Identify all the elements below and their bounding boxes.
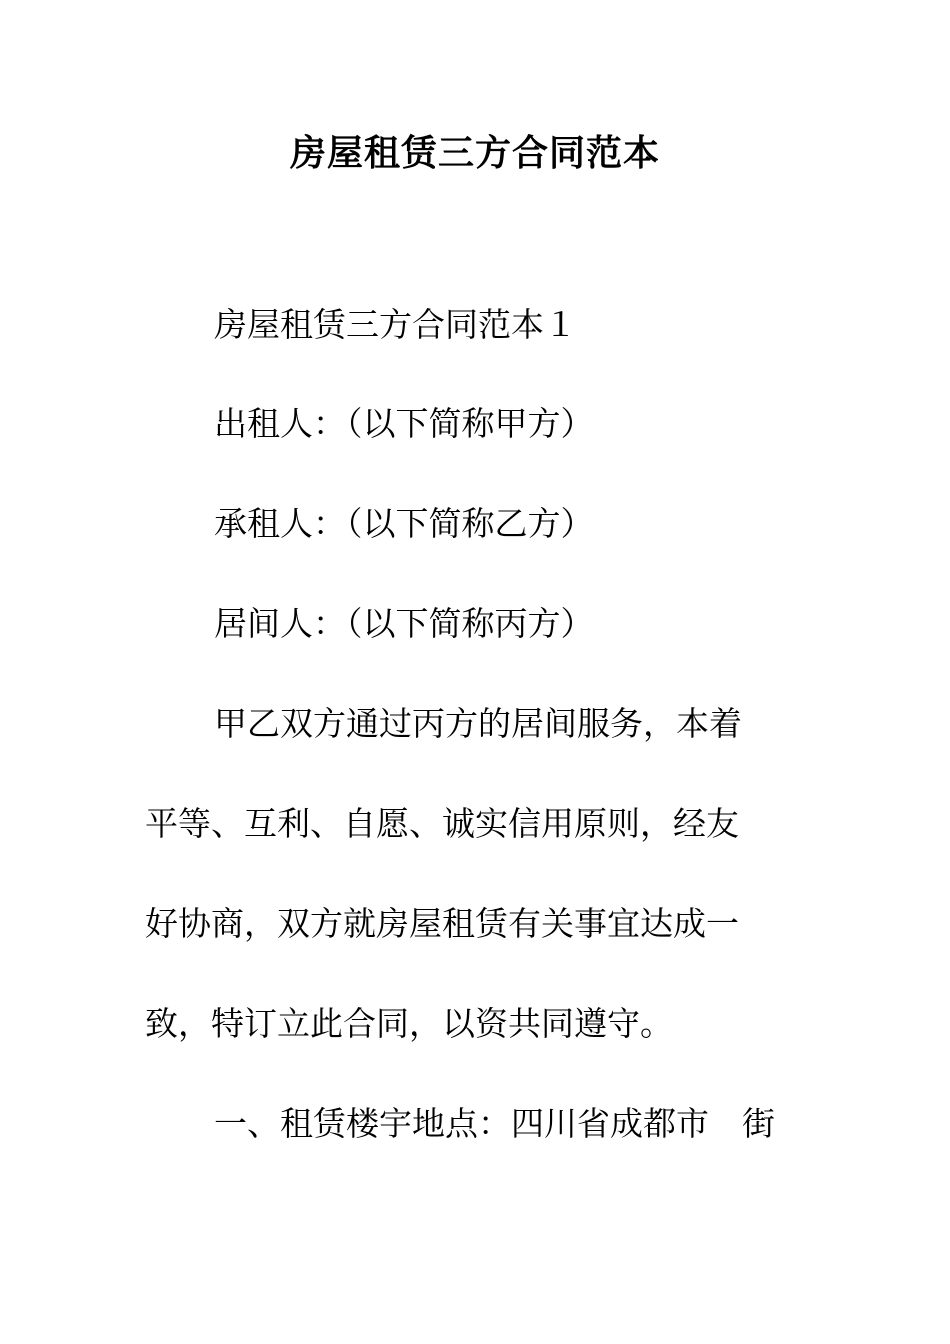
intermediary-line: 居间人：（以下简称丙方）	[214, 604, 594, 643]
body-line: 平等、互利、自愿、诚实信用原则，经友	[145, 804, 739, 843]
lessor-line: 出租人：（以下简称甲方）	[214, 404, 594, 443]
body-line: 好协商，双方就房屋租赁有关事宜达成一	[145, 904, 739, 943]
subtitle-line: 房屋租赁三方合同范本１	[214, 305, 577, 344]
body-line: 甲乙双方通过丙方的居间服务，本着	[214, 704, 742, 743]
section-heading-line: 一、租赁楼宇地点：四川省成都市 街	[214, 1104, 775, 1143]
document-title: 房屋租赁三方合同范本	[289, 132, 660, 174]
body-line: 致，特订立此合同，以资共同遵守。	[145, 1004, 673, 1043]
lessee-line: 承租人：（以下简称乙方）	[214, 504, 594, 543]
